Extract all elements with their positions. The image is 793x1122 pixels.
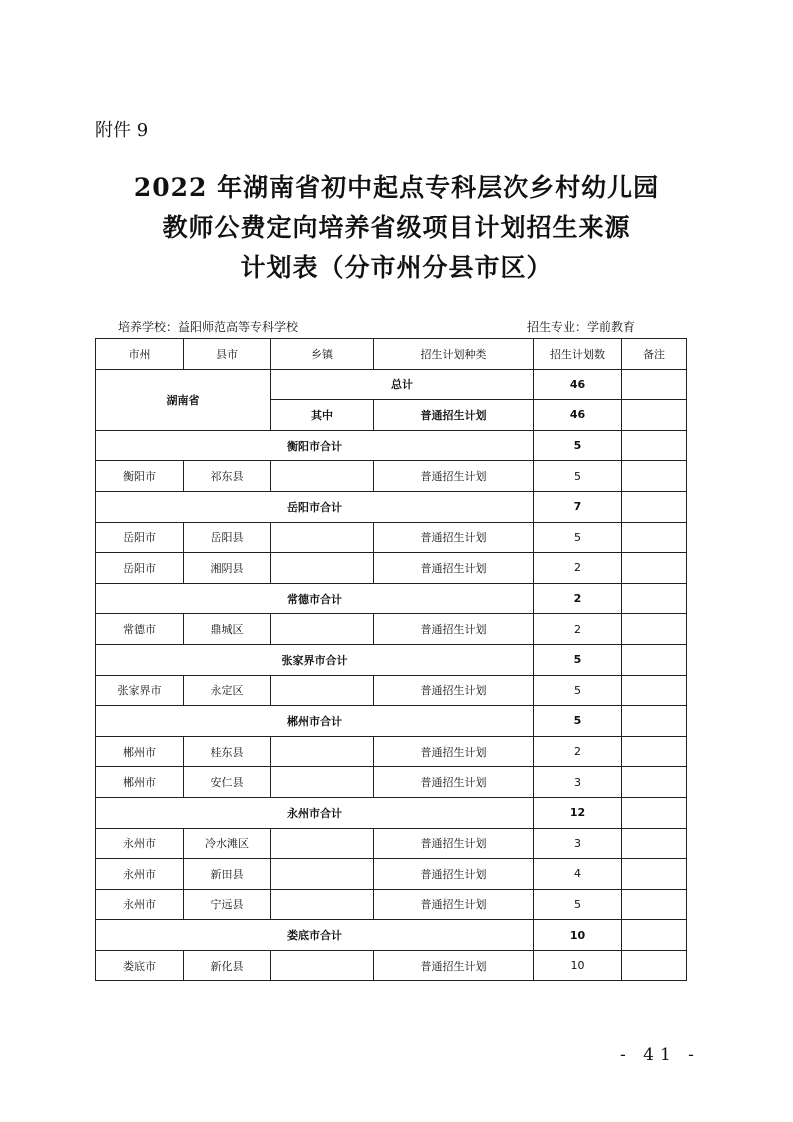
province-total-label: 总计 (271, 369, 534, 400)
county-cell: 冷水滩区 (184, 828, 271, 859)
plan-type-cell: 普通招生计划 (374, 950, 534, 981)
note-cell (622, 706, 687, 737)
town-cell (271, 859, 374, 890)
table-row (96, 767, 687, 798)
table-row (96, 553, 687, 584)
note-cell (622, 828, 687, 859)
table-row (96, 889, 687, 920)
town-cell (271, 675, 374, 706)
note-cell (622, 859, 687, 890)
subtotal-row (96, 797, 687, 828)
city-cell: 永州市 (96, 859, 184, 890)
count-cell: 2 (534, 614, 622, 645)
city-cell: 永州市 (96, 889, 184, 920)
page-number: - 41 - (620, 1045, 700, 1065)
table-row (96, 736, 687, 767)
province-total-row (96, 369, 687, 400)
province-name: 湖南省 (96, 369, 271, 430)
table-row (96, 675, 687, 706)
header-plan-type: 招生计划种类 (374, 339, 534, 370)
county-cell: 宁远县 (184, 889, 271, 920)
subtotal-count: 2 (534, 583, 622, 614)
plan-type-cell: 普通招生计划 (374, 522, 534, 553)
city-cell: 娄底市 (96, 950, 184, 981)
county-cell: 新田县 (184, 859, 271, 890)
header-note: 备注 (622, 339, 687, 370)
plan-type-cell: 普通招生计划 (374, 767, 534, 798)
table-row (96, 950, 687, 981)
enrollment-table (95, 338, 687, 981)
count-cell: 4 (534, 859, 622, 890)
note-cell (622, 797, 687, 828)
subtotal-count: 7 (534, 491, 622, 522)
city-cell: 郴州市 (96, 767, 184, 798)
subtotal-label: 衡阳市合计 (96, 430, 534, 461)
town-cell (271, 950, 374, 981)
school-label: 培养学校：益阳师范高等专科学校 (118, 320, 299, 334)
subtotal-label: 永州市合计 (96, 797, 534, 828)
subtotal-label: 岳阳市合计 (96, 491, 534, 522)
subtotal-label: 娄底市合计 (96, 920, 534, 951)
subtotal-label: 张家界市合计 (96, 644, 534, 675)
town-cell (271, 828, 374, 859)
county-cell: 永定区 (184, 675, 271, 706)
plan-type-cell: 普通招生计划 (374, 859, 534, 890)
table-row (96, 461, 687, 492)
county-cell: 祁东县 (184, 461, 271, 492)
town-cell (271, 767, 374, 798)
major-label: 招生专业：学前教育 (527, 320, 636, 334)
table-row (96, 614, 687, 645)
county-cell: 桂东县 (184, 736, 271, 767)
title-line-1: 2022 年湖南省初中起点专科层次乡村幼儿园 (133, 173, 660, 202)
note-cell (622, 522, 687, 553)
note-cell (622, 461, 687, 492)
plan-type-cell: 普通招生计划 (374, 461, 534, 492)
count-cell: 2 (534, 553, 622, 584)
subtotal-count: 5 (534, 644, 622, 675)
plan-type-cell: 普通招生计划 (374, 828, 534, 859)
count-cell: 3 (534, 767, 622, 798)
header-county: 县市 (184, 339, 271, 370)
note-cell (622, 950, 687, 981)
town-cell (271, 553, 374, 584)
count-cell: 5 (534, 461, 622, 492)
title-line-3: 计划表（分市州分县市区） (240, 253, 553, 282)
note-cell (622, 614, 687, 645)
note-cell (622, 675, 687, 706)
county-cell: 湘阴县 (184, 553, 271, 584)
county-cell: 鼎城区 (184, 614, 271, 645)
town-cell (271, 736, 374, 767)
table-row (96, 859, 687, 890)
header-town: 乡镇 (271, 339, 374, 370)
note-cell (622, 767, 687, 798)
subtotal-row (96, 920, 687, 951)
province-plan-type: 普通招生计划 (374, 400, 534, 431)
subtotal-row (96, 644, 687, 675)
note-cell (622, 920, 687, 951)
city-cell: 郴州市 (96, 736, 184, 767)
note-cell (622, 553, 687, 584)
note-cell (622, 400, 687, 431)
title-line-2: 教师公费定向培养省级项目计划招生来源 (162, 213, 631, 242)
town-cell (271, 614, 374, 645)
count-cell: 5 (534, 889, 622, 920)
plan-type-cell: 普通招生计划 (374, 889, 534, 920)
subtotal-label: 郴州市合计 (96, 706, 534, 737)
subtotal-count: 5 (534, 706, 622, 737)
town-cell (271, 889, 374, 920)
note-cell (622, 736, 687, 767)
attachment-label: 附件 9 (95, 120, 149, 141)
header-count: 招生计划数 (534, 339, 622, 370)
plan-type-cell: 普通招生计划 (374, 553, 534, 584)
county-cell: 安仁县 (184, 767, 271, 798)
subtotal-count: 5 (534, 430, 622, 461)
city-cell: 永州市 (96, 828, 184, 859)
subtotal-row (96, 583, 687, 614)
subtotal-count: 12 (534, 797, 622, 828)
county-cell: 新化县 (184, 950, 271, 981)
subtotal-row (96, 430, 687, 461)
province-plan-count: 46 (534, 400, 622, 431)
note-cell (622, 583, 687, 614)
header-city: 市州 (96, 339, 184, 370)
count-cell: 5 (534, 675, 622, 706)
header-row (96, 339, 687, 370)
city-cell: 岳阳市 (96, 553, 184, 584)
note-cell (622, 430, 687, 461)
subtotal-row (96, 491, 687, 522)
county-cell: 岳阳县 (184, 522, 271, 553)
province-total-count: 46 (534, 369, 622, 400)
plan-type-cell: 普通招生计划 (374, 614, 534, 645)
subtotal-count: 10 (534, 920, 622, 951)
count-cell: 2 (534, 736, 622, 767)
of-which-label: 其中 (271, 400, 374, 431)
city-cell: 衡阳市 (96, 461, 184, 492)
count-cell: 10 (534, 950, 622, 981)
town-cell (271, 461, 374, 492)
plan-type-cell: 普通招生计划 (374, 675, 534, 706)
table-row (96, 522, 687, 553)
note-cell (622, 491, 687, 522)
city-cell: 岳阳市 (96, 522, 184, 553)
count-cell: 3 (534, 828, 622, 859)
note-cell (622, 889, 687, 920)
subtotal-row (96, 706, 687, 737)
city-cell: 张家界市 (96, 675, 184, 706)
note-cell (622, 369, 687, 400)
table-row (96, 828, 687, 859)
subtotal-label: 常德市合计 (96, 583, 534, 614)
city-cell: 常德市 (96, 614, 184, 645)
note-cell (622, 644, 687, 675)
plan-type-cell: 普通招生计划 (374, 736, 534, 767)
town-cell (271, 522, 374, 553)
count-cell: 5 (534, 522, 622, 553)
